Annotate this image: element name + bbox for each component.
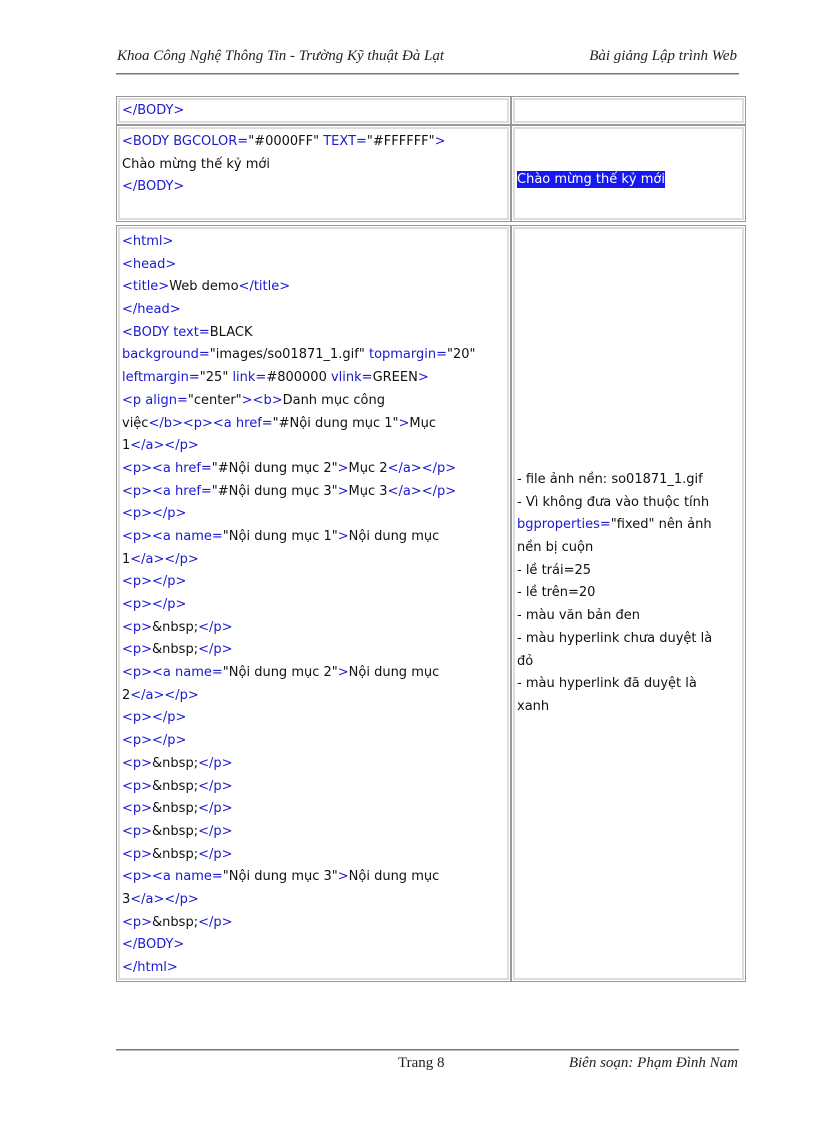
code-tag: >	[417, 370, 429, 386]
code-line	[517, 673, 742, 696]
code-text: Chào mừng thế kỷ mới	[122, 156, 270, 172]
header-right: Bài giảng Lập trình Web	[589, 48, 737, 64]
code-tag: <title>	[122, 279, 170, 295]
code-text: việc	[122, 415, 149, 431]
code-tag: >	[337, 483, 349, 499]
code-text: đỏ	[517, 653, 534, 669]
code-text: 3	[122, 891, 131, 907]
code-text: - Vì không đưa vào thuộc tính	[517, 494, 710, 510]
code-tag: <p></p>	[122, 710, 187, 726]
row3-code	[122, 231, 507, 978]
code-tag: >	[337, 528, 349, 544]
code-tag: </p>	[198, 801, 233, 817]
code-tag: <head>	[122, 256, 177, 272]
code-line	[122, 866, 507, 889]
code-text: Mục	[409, 415, 437, 431]
code-tag: <p>	[122, 801, 153, 817]
code-tag: </p>	[198, 619, 233, 635]
row2-code-cell	[116, 125, 511, 222]
code-tag: </a></p>	[387, 460, 457, 476]
code-line	[517, 651, 742, 674]
code-tag: <p></p>	[122, 506, 187, 522]
code-tag: bgproperties=	[517, 517, 611, 533]
code-line	[517, 537, 742, 560]
code-text: &nbsp;	[152, 619, 199, 635]
code-text: "#Nội dung mục 3"	[211, 483, 338, 499]
code-text: &nbsp;	[152, 823, 199, 839]
code-line	[122, 435, 507, 458]
code-tag: <p>	[122, 755, 153, 771]
code-line	[122, 367, 507, 390]
row3-notes-cell	[511, 225, 746, 982]
code-line	[122, 390, 507, 413]
code-line	[122, 639, 507, 662]
code-tag: <BODY BGCOLOR=	[122, 134, 249, 149]
code-tag: <p><a href=	[122, 483, 212, 499]
code-line	[517, 582, 742, 605]
code-line	[122, 154, 507, 177]
code-text: xanh	[517, 698, 550, 714]
code-tag: >	[398, 415, 410, 431]
code-line	[122, 912, 507, 935]
code-tag: >	[337, 665, 349, 681]
code-text: Nội dung mục	[348, 869, 440, 885]
code-text: - file ảnh nền: so01871_1.gif	[517, 472, 703, 487]
code-line	[122, 571, 507, 594]
code-line	[122, 276, 507, 299]
code-line	[122, 594, 507, 617]
code-tag: vlink=	[330, 370, 373, 386]
code-text: Mục 3	[348, 483, 388, 499]
code-line	[122, 776, 507, 799]
footer-rule	[116, 1049, 739, 1051]
code-line	[122, 889, 507, 912]
code-tag: </BODY>	[122, 179, 185, 195]
code-tag: <p>	[122, 619, 153, 635]
code-tag: </a></p>	[130, 687, 199, 703]
code-text: "#Nội dung mục 1"	[272, 415, 399, 431]
code-line	[122, 413, 507, 436]
code-tag: </p>	[198, 778, 233, 794]
code-text: &nbsp;	[152, 755, 199, 771]
code-tag: link=	[232, 370, 267, 386]
code-tag: </p>	[198, 642, 233, 658]
code-tag: </BODY>	[122, 937, 185, 953]
code-text: 1	[122, 551, 131, 567]
row3-code-cell	[116, 225, 511, 982]
header-left: Khoa Công Nghệ Thông Tin - Trường Kỹ thuật Đà Lạt	[117, 48, 445, 64]
code-text: Web demo	[169, 279, 239, 295]
code-text: &nbsp;	[152, 642, 199, 658]
row2-code	[122, 131, 507, 218]
code-line	[122, 481, 507, 504]
code-tag: </a></p>	[387, 483, 457, 499]
code-tag: >	[434, 134, 446, 149]
code-text: - màu hyperlink đã duyệt là	[517, 676, 697, 692]
code-line	[122, 254, 507, 277]
code-tag: <p>	[122, 823, 153, 839]
code-tag: </a></p>	[130, 438, 199, 454]
code-tag: </a></p>	[130, 891, 199, 907]
code-tag: <p><a name=	[122, 528, 223, 544]
code-line	[517, 628, 742, 651]
code-line	[122, 458, 507, 481]
code-tag: <html>	[122, 234, 174, 249]
code-tag: <p>	[122, 846, 153, 862]
code-tag: </title>	[238, 279, 291, 295]
row1-code-cell	[116, 96, 511, 125]
code-line	[517, 605, 742, 628]
code-text: "25"	[199, 370, 233, 386]
code-tag: <p><a name=	[122, 869, 223, 885]
code-tag: leftmargin=	[122, 370, 200, 386]
code-tag: </p>	[198, 914, 233, 930]
code-line	[122, 231, 507, 254]
code-text: Nội dung mục	[348, 528, 440, 544]
code-text: - lề trên=20	[517, 585, 596, 601]
code-text: &nbsp;	[152, 801, 199, 817]
code-tag: <p></p>	[122, 733, 187, 749]
code-line	[517, 560, 742, 583]
code-line	[122, 685, 507, 708]
code-line	[122, 934, 507, 957]
code-tag: <p>	[122, 778, 153, 794]
code-line	[517, 492, 742, 515]
code-tag: </a></p>	[130, 551, 199, 567]
code-line	[517, 696, 742, 719]
code-tag: <p><a name=	[122, 665, 223, 681]
code-tag: topmargin=	[368, 347, 448, 363]
code-tag: </p>	[198, 755, 233, 771]
code-text: "#Nội dung mục 2"	[211, 460, 338, 476]
code-tag: <BODY text=	[122, 324, 210, 340]
code-line	[122, 131, 507, 154]
row1-preview-cell	[511, 96, 746, 125]
code-text: "20"	[447, 347, 476, 363]
header-rule	[116, 73, 739, 75]
code-line	[122, 662, 507, 685]
code-text: - màu văn bản đen	[517, 608, 640, 624]
code-text: Mục 2	[348, 460, 388, 476]
code-line	[122, 730, 507, 753]
code-tag: </html>	[122, 960, 178, 975]
code-tag: </BODY>	[122, 103, 185, 118]
code-tag: <p>	[122, 642, 153, 658]
code-tag: TEXT=	[323, 134, 367, 149]
code-tag: <p></p>	[122, 597, 187, 612]
code-text: - màu hyperlink chưa duyệt là	[517, 630, 713, 646]
code-tag: <p></p>	[122, 574, 187, 590]
code-line	[122, 299, 507, 322]
code-text: "fixed" nên ảnh	[610, 517, 712, 533]
code-text: &nbsp;	[152, 846, 199, 862]
row3-notes	[517, 469, 742, 978]
preview-highlight-text: Chào mừng thế kỷ mới	[517, 172, 665, 187]
code-tag: <p>	[122, 914, 153, 930]
code-text: 1	[122, 438, 131, 454]
code-line	[122, 322, 507, 345]
code-text: nền bị cuộn	[517, 540, 594, 556]
code-text: &nbsp;	[152, 914, 199, 930]
code-text: BLACK	[209, 324, 253, 340]
code-text: Nội dung mục	[348, 665, 440, 681]
code-line	[122, 617, 507, 640]
code-line	[517, 469, 742, 492]
code-tag: >	[337, 869, 349, 885]
row1-code	[122, 100, 507, 121]
code-tag: background=	[122, 347, 210, 363]
code-tag: <p><a href=	[122, 460, 212, 476]
code-tag: ><b>	[241, 392, 283, 408]
row2-preview	[517, 168, 742, 218]
code-text: "images/so01871_1.gif"	[209, 347, 369, 363]
code-text: &nbsp;	[152, 778, 199, 794]
code-text: "Nội dung mục 3"	[222, 869, 338, 885]
code-line	[122, 957, 507, 980]
code-line	[122, 798, 507, 821]
code-text: "#FFFFFF"	[366, 134, 435, 149]
code-tag: <p align=	[122, 392, 188, 408]
code-text: GREEN	[372, 370, 418, 386]
code-line	[122, 503, 507, 526]
code-text: "Nội dung mục 1"	[222, 528, 338, 544]
code-line	[122, 753, 507, 776]
code-text: "#0000FF"	[248, 134, 324, 149]
code-tag: </head>	[122, 302, 181, 318]
code-tag: </p>	[198, 846, 233, 862]
row2-preview-cell	[511, 125, 746, 222]
code-text: Danh mục công	[282, 392, 385, 408]
code-text: "Nội dung mục 2"	[222, 665, 338, 681]
code-line	[517, 514, 742, 537]
code-text: - lề trái=25	[517, 562, 592, 578]
page-header	[117, 48, 739, 70]
code-tag: >	[337, 460, 349, 476]
code-tag: </p>	[198, 823, 233, 839]
code-line	[122, 344, 507, 367]
code-line	[122, 549, 507, 572]
code-line	[122, 821, 507, 844]
code-text: #800000	[266, 370, 331, 386]
footer-author: Biên soạn: Phạm Đình Nam	[568, 1055, 738, 1071]
code-line	[122, 100, 507, 123]
code-line	[122, 176, 507, 199]
code-text: 2	[122, 687, 131, 703]
code-line	[122, 844, 507, 867]
code-tag: </b><p><a href=	[148, 415, 273, 431]
code-text: "center"	[187, 392, 242, 408]
code-line	[122, 526, 507, 549]
code-line	[122, 707, 507, 730]
page-number: Trang 8	[398, 1055, 445, 1071]
